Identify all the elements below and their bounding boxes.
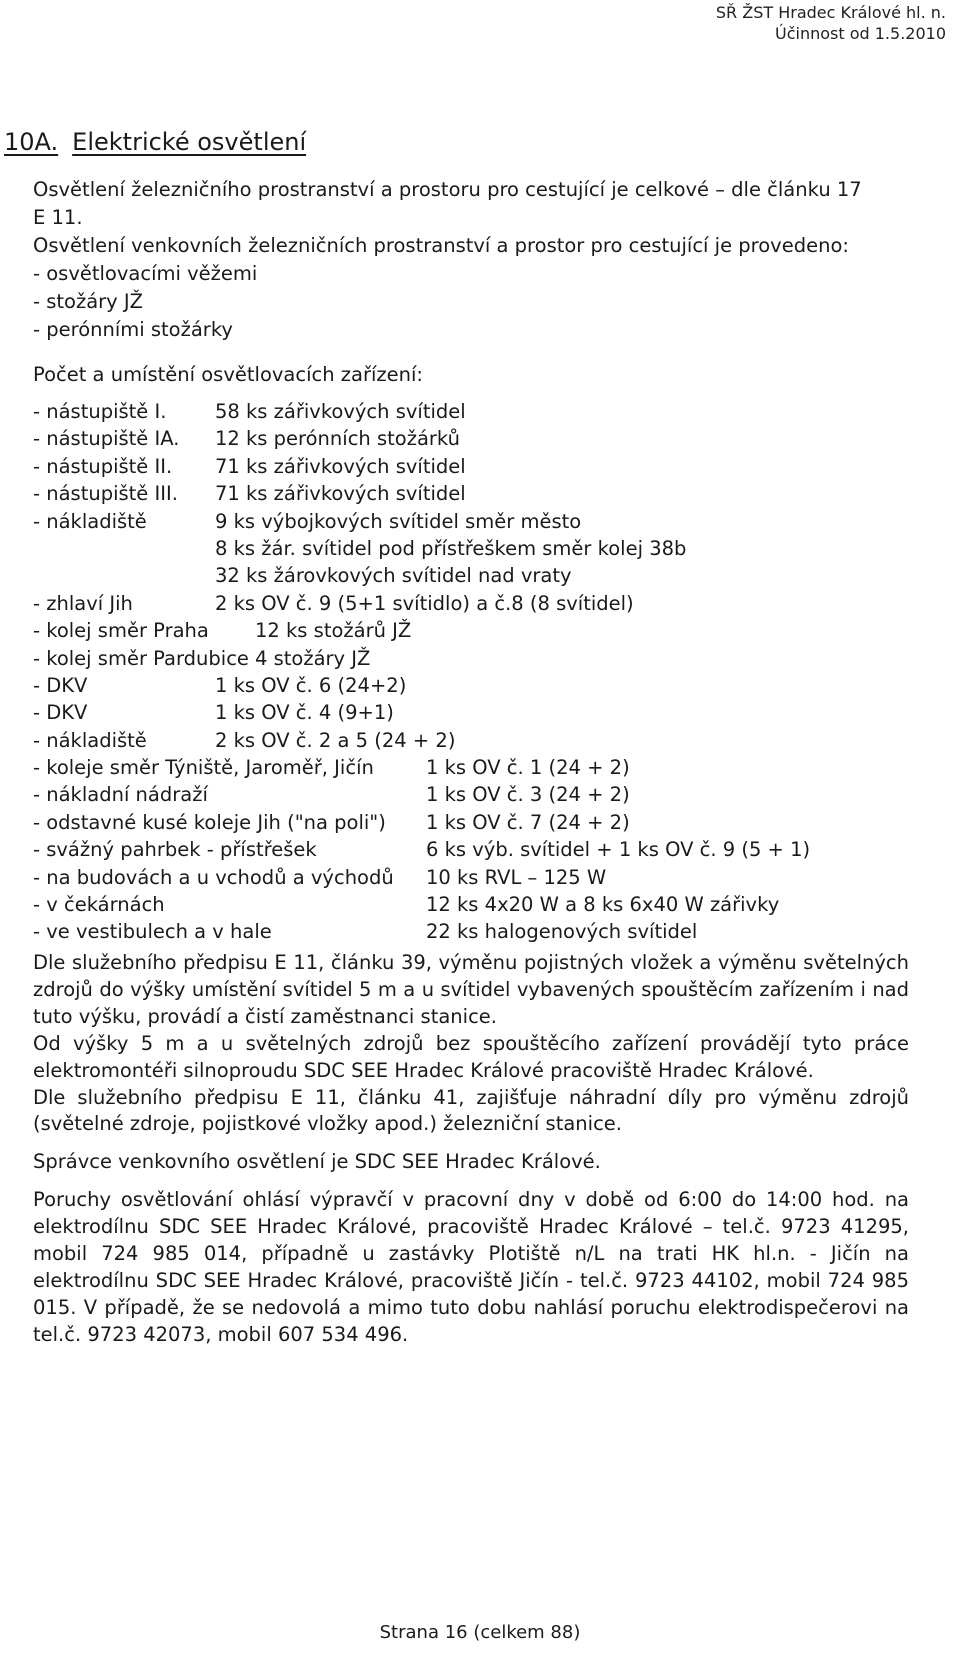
equipment-count: 1 ks OV č. 1 (24 + 2) bbox=[426, 756, 630, 780]
equipment-count: 1 ks OV č. 3 (24 + 2) bbox=[426, 783, 630, 807]
equipment-count: 71 ks zářivkových svítidel bbox=[215, 482, 466, 506]
equipment-count: 58 ks zářivkových svítidel bbox=[215, 400, 466, 423]
equipment-place: - nástupiště II. bbox=[33, 454, 173, 478]
equipment-place: - nástupiště IA. bbox=[33, 427, 180, 451]
paragraph-administrator: Správce venkovního osvětlení je SDC SEE Hradec Králové. bbox=[33, 1150, 601, 1174]
equipment-count: 1 ks OV č. 4 (9+1) bbox=[215, 701, 394, 725]
equipment-count: 12 ks 4x20 W a 8 ks 6x40 W zářivky bbox=[426, 893, 780, 917]
equipment-place: - nástupiště III. bbox=[33, 482, 178, 506]
body-paragraphs bbox=[33, 950, 909, 1349]
equipment-count: 9 ks výbojkových svítidel směr město bbox=[215, 509, 582, 533]
equipment-count: 1 ks OV č. 6 (24+2) bbox=[215, 673, 407, 697]
intro-text bbox=[33, 176, 933, 344]
equipment-place: - svážný pahrbek - přístřešek bbox=[33, 838, 317, 862]
equipment-place: - na budovách a u vchodů a východů bbox=[33, 865, 394, 889]
section-title bbox=[4, 128, 306, 156]
section-number: 10A. bbox=[4, 128, 59, 156]
equipment-place: - DKV bbox=[33, 701, 88, 725]
intro-line: Osvětlení venkovních železničních prostranství a prostor pro cestující je provedeno: bbox=[33, 234, 849, 257]
equipment-place: - zhlaví Jih bbox=[33, 591, 133, 615]
equipment-count: 10 ks RVL – 125 W bbox=[426, 865, 607, 889]
intro-list-item: - stožáry JŽ bbox=[33, 290, 144, 313]
page-footer: Strana 16 (celkem 88) bbox=[379, 1622, 581, 1643]
count-heading: Počet a umístění osvětlovacích zařízení: bbox=[33, 363, 423, 386]
equipment-place: - nákladiště bbox=[33, 509, 147, 533]
equipment-count: 2 ks OV č. 9 (5+1 svítidlo) a č.8 (8 svítidel) bbox=[215, 591, 634, 615]
equipment-place: - nástupiště I. bbox=[33, 400, 167, 423]
equipment-place: - koleje směr Týniště, Jaroměř, Jičín bbox=[33, 756, 374, 780]
equipment-count: 6 ks výb. svítidel + 1 ks OV č. 9 (5 + 1) bbox=[426, 838, 811, 862]
equipment-place: - nákladiště bbox=[33, 728, 147, 752]
equipment-count: 32 ks žárovkových svítidel nad vraty bbox=[215, 564, 572, 588]
equipment-place: - kolej směr Praha bbox=[33, 619, 209, 643]
paragraph-spare-parts: Dle služebního předpisu E 11, článku 41, zajišťuje náhradní díly pro výměnu zdrojů (světelné zdroje, pojistkové vložky apod.) železniční stanice. bbox=[33, 1085, 909, 1136]
equipment-count: 8 ks žár. svítidel pod přístřeškem směr kolej 38b bbox=[215, 536, 687, 560]
equipment-count: 12 ks perónních stožárků bbox=[215, 427, 460, 451]
intro-list-item: - perónními stožárky bbox=[33, 318, 233, 341]
intro-list-item: - osvětlovacími věžemi bbox=[33, 262, 258, 285]
equipment-place: - odstavné kusé koleje Jih ("na poli") bbox=[33, 810, 386, 834]
equipment-place: - kolej směr Pardubice bbox=[33, 646, 249, 670]
paragraph-electricians: Od výšky 5 m a u světelných zdrojů bez spouštěcího zařízení provádějí tyto práce elektromontéři silnoproudu SDC SEE Hradec Králové pracoviště Hradec Králové. bbox=[33, 1031, 909, 1082]
equipment-count: 1 ks OV č. 7 (24 + 2) bbox=[426, 810, 630, 834]
paragraph-fault-reporting: Poruchy osvětlování ohlásí výpravčí v pracovní dny v době od 6:00 do 14:00 hod. na elektrodílnu SDC SEE Hradec Králové, pracoviště Hradec Králové – tel.č. 9723 41295, mobil 724 985 014, případně u zastávky Plotiště n/L na trati HK hl.n. - Jičín na elektrodílnu SDC SEE Hradec Králové, pracoviště Jičín - tel.č. 9723 44102, mobil 724 985 015. V případě, že se nedovolá a mimo tuto dobu nahlásí poruchu elektrodispečerovi na tel.č. 9723 42073, mobil 607 534 496. bbox=[33, 1188, 909, 1346]
equipment-count: 71 ks zářivkových svítidel bbox=[215, 454, 466, 478]
equipment-place: - ve vestibulech a v hale bbox=[33, 920, 272, 944]
equipment-place: - DKV bbox=[33, 673, 88, 697]
intro-line: E 11. bbox=[33, 206, 83, 229]
equipment-count: 4 stožáry JŽ bbox=[255, 646, 371, 670]
section-title-text: Elektrické osvětlení bbox=[72, 128, 307, 156]
equipment-count: 12 ks stožárů JŽ bbox=[255, 619, 412, 643]
intro-line: Osvětlení železničního prostranství a prostoru pro cestující je celkové – dle článku 17 bbox=[33, 178, 862, 201]
paragraph-maintenance: Dle služebního předpisu E 11, článku 39, výměnu pojistných vložek a výměnu světelných zdrojů do výšky umístění svítidel 5 m a u svítidel vybavených spouštěcím zařízením i nad tuto výšku, provádí a čistí zaměstnanci stanice. bbox=[33, 951, 909, 1028]
header-org: SŘ ŽST Hradec Králové hl. n. bbox=[715, 3, 946, 22]
equipment-count: 22 ks halogenových svítidel bbox=[426, 920, 698, 944]
header-effective-date: Účinnost od 1.5.2010 bbox=[775, 24, 946, 43]
page-header bbox=[716, 2, 946, 44]
equipment-place: - nákladní nádraží bbox=[33, 783, 208, 807]
equipment-place: - v čekárnách bbox=[33, 893, 165, 917]
equipment-count: 2 ks OV č. 2 a 5 (24 + 2) bbox=[215, 728, 456, 752]
